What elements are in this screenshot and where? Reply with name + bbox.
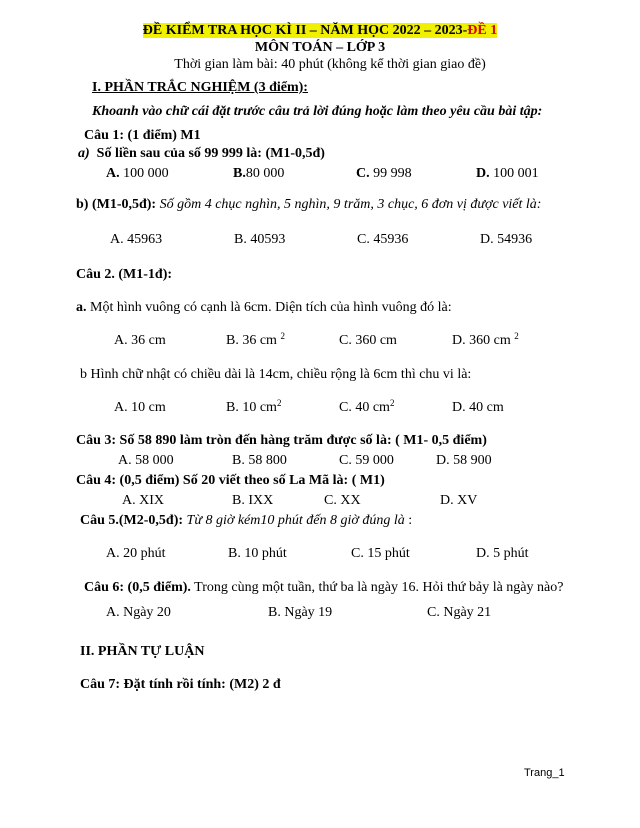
q4-option-c: C. XX: [324, 493, 361, 508]
q6-option-b: B. Ngày 19: [268, 605, 333, 620]
section2-heading: II. PHẦN TỰ LUẬN: [80, 644, 205, 659]
q2b-option-d: D. 40 cm: [452, 400, 504, 415]
q1b-option-c: C. 45936: [357, 232, 409, 247]
q5-option-d: D. 5 phút: [476, 546, 529, 561]
q4-option-b: B. IXX: [232, 493, 274, 508]
q1-label: Câu 1: (1 điểm) M1: [84, 128, 201, 143]
q1b-question: [76, 196, 541, 213]
page-number: Trang_1: [524, 767, 565, 779]
exam-time: Thời gian làm bài: 40 phút (không kể thời gian giao đề): [174, 57, 486, 72]
q1a-text: Số liền sau của số 99 999 là: (M1-0,5đ): [96, 146, 325, 161]
exam-title-main: ĐỀ KIỂM TRA HỌC KÌ II – NĂM HỌC 2022 – 2023-: [142, 23, 468, 38]
q1b-text: Số gồm 4 chục nghìn, 5 nghìn, 9 trăm, 3 chục, 6 đơn vị được viết là:: [156, 197, 542, 212]
q2b-option-c: C. 40 $cm^2$: [339, 398, 395, 415]
q1b-prefix: b) (M1-0,5đ):: [76, 197, 157, 212]
q2a-option-c: C. 360 cm: [339, 333, 397, 348]
q1a-prefix: a): [78, 146, 90, 161]
q5-option-a: A. 20 phút: [106, 546, 166, 561]
q1a-question: [78, 145, 325, 162]
q4-option-a: A. XIX: [122, 493, 164, 508]
section1-heading: I. PHẦN TRẮC NGHIỆM (3 điểm):: [92, 80, 308, 95]
section1-instruction: Khoanh vào chữ cái đặt trước câu trả lời đúng hoặc làm theo yêu cầu bài tập:: [92, 104, 543, 119]
q3-option-d: D. 58 900: [436, 453, 492, 468]
q7-question: Câu 7: Đặt tính rồi tính: (M2) 2 đ: [80, 677, 281, 692]
exam-title-tag: ĐỀ 1: [467, 23, 498, 38]
q2b-question: b Hình chữ nhật có chiều dài là 14cm, chiều rộng là 6cm thì chu vi là:: [80, 367, 472, 382]
q2a-option-d: D. 360 cm $^2$: [452, 331, 519, 348]
q2a-question: a. Một hình vuông có cạnh là 6cm. Diện tích của hình vuông đó là:: [76, 300, 452, 315]
q3-option-b: B. 58 800: [232, 453, 287, 468]
q2a-option-a: A. 36 cm: [114, 333, 166, 348]
q5-question: Câu 5.(M2-0,5đ): Từ 8 giờ kém10 phút đến 8 giờ đúng là :: [80, 513, 413, 528]
q1a-option-d: D. 100 001: [476, 166, 539, 181]
q2-label: Câu 2. (M1-1đ):: [76, 267, 173, 282]
q3-option-c: C. 59 000: [339, 453, 394, 468]
q2b-option-a: A. 10 cm: [114, 400, 166, 415]
q1b-option-d: D. 54936: [480, 232, 533, 247]
q1a-option-c: C. 99 998: [356, 166, 412, 181]
q4-question: Câu 4: (0,5 điểm) Số 20 viết theo số La Mã là: ( M1): [76, 473, 385, 488]
exam-title: [0, 22, 640, 39]
q2a-option-b: B. 36 cm $^2$: [226, 331, 285, 348]
q4-option-d: D. XV: [440, 493, 478, 508]
q5-option-c: C. 15 phút: [351, 546, 410, 561]
q6-question: Câu 6: (0,5 điểm). Trong cùng một tuần, thứ ba là ngày 16. Hỏi thứ bảy là ngày nào?: [84, 580, 564, 595]
q6-option-c: C. Ngày 21: [427, 605, 492, 620]
q5-option-b: B. 10 phút: [228, 546, 287, 561]
q3-option-a: A. 58 000: [118, 453, 174, 468]
q1a-option-b: B.80 000: [233, 166, 285, 181]
q6-option-a: A. Ngày 20: [106, 605, 171, 620]
q2b-option-b: B. 10 $cm^2$: [226, 398, 282, 415]
q1a-option-a: A. 100 000: [106, 166, 169, 181]
q1b-option-b: B. 40593: [234, 232, 286, 247]
q1b-option-a: A. 45963: [110, 232, 163, 247]
exam-subject: MÔN TOÁN – LỚP 3: [254, 40, 386, 55]
q3-question: Câu 3: Số 58 890 làm tròn đến hàng trăm được số là: ( M1- 0,5 điểm): [76, 433, 487, 448]
